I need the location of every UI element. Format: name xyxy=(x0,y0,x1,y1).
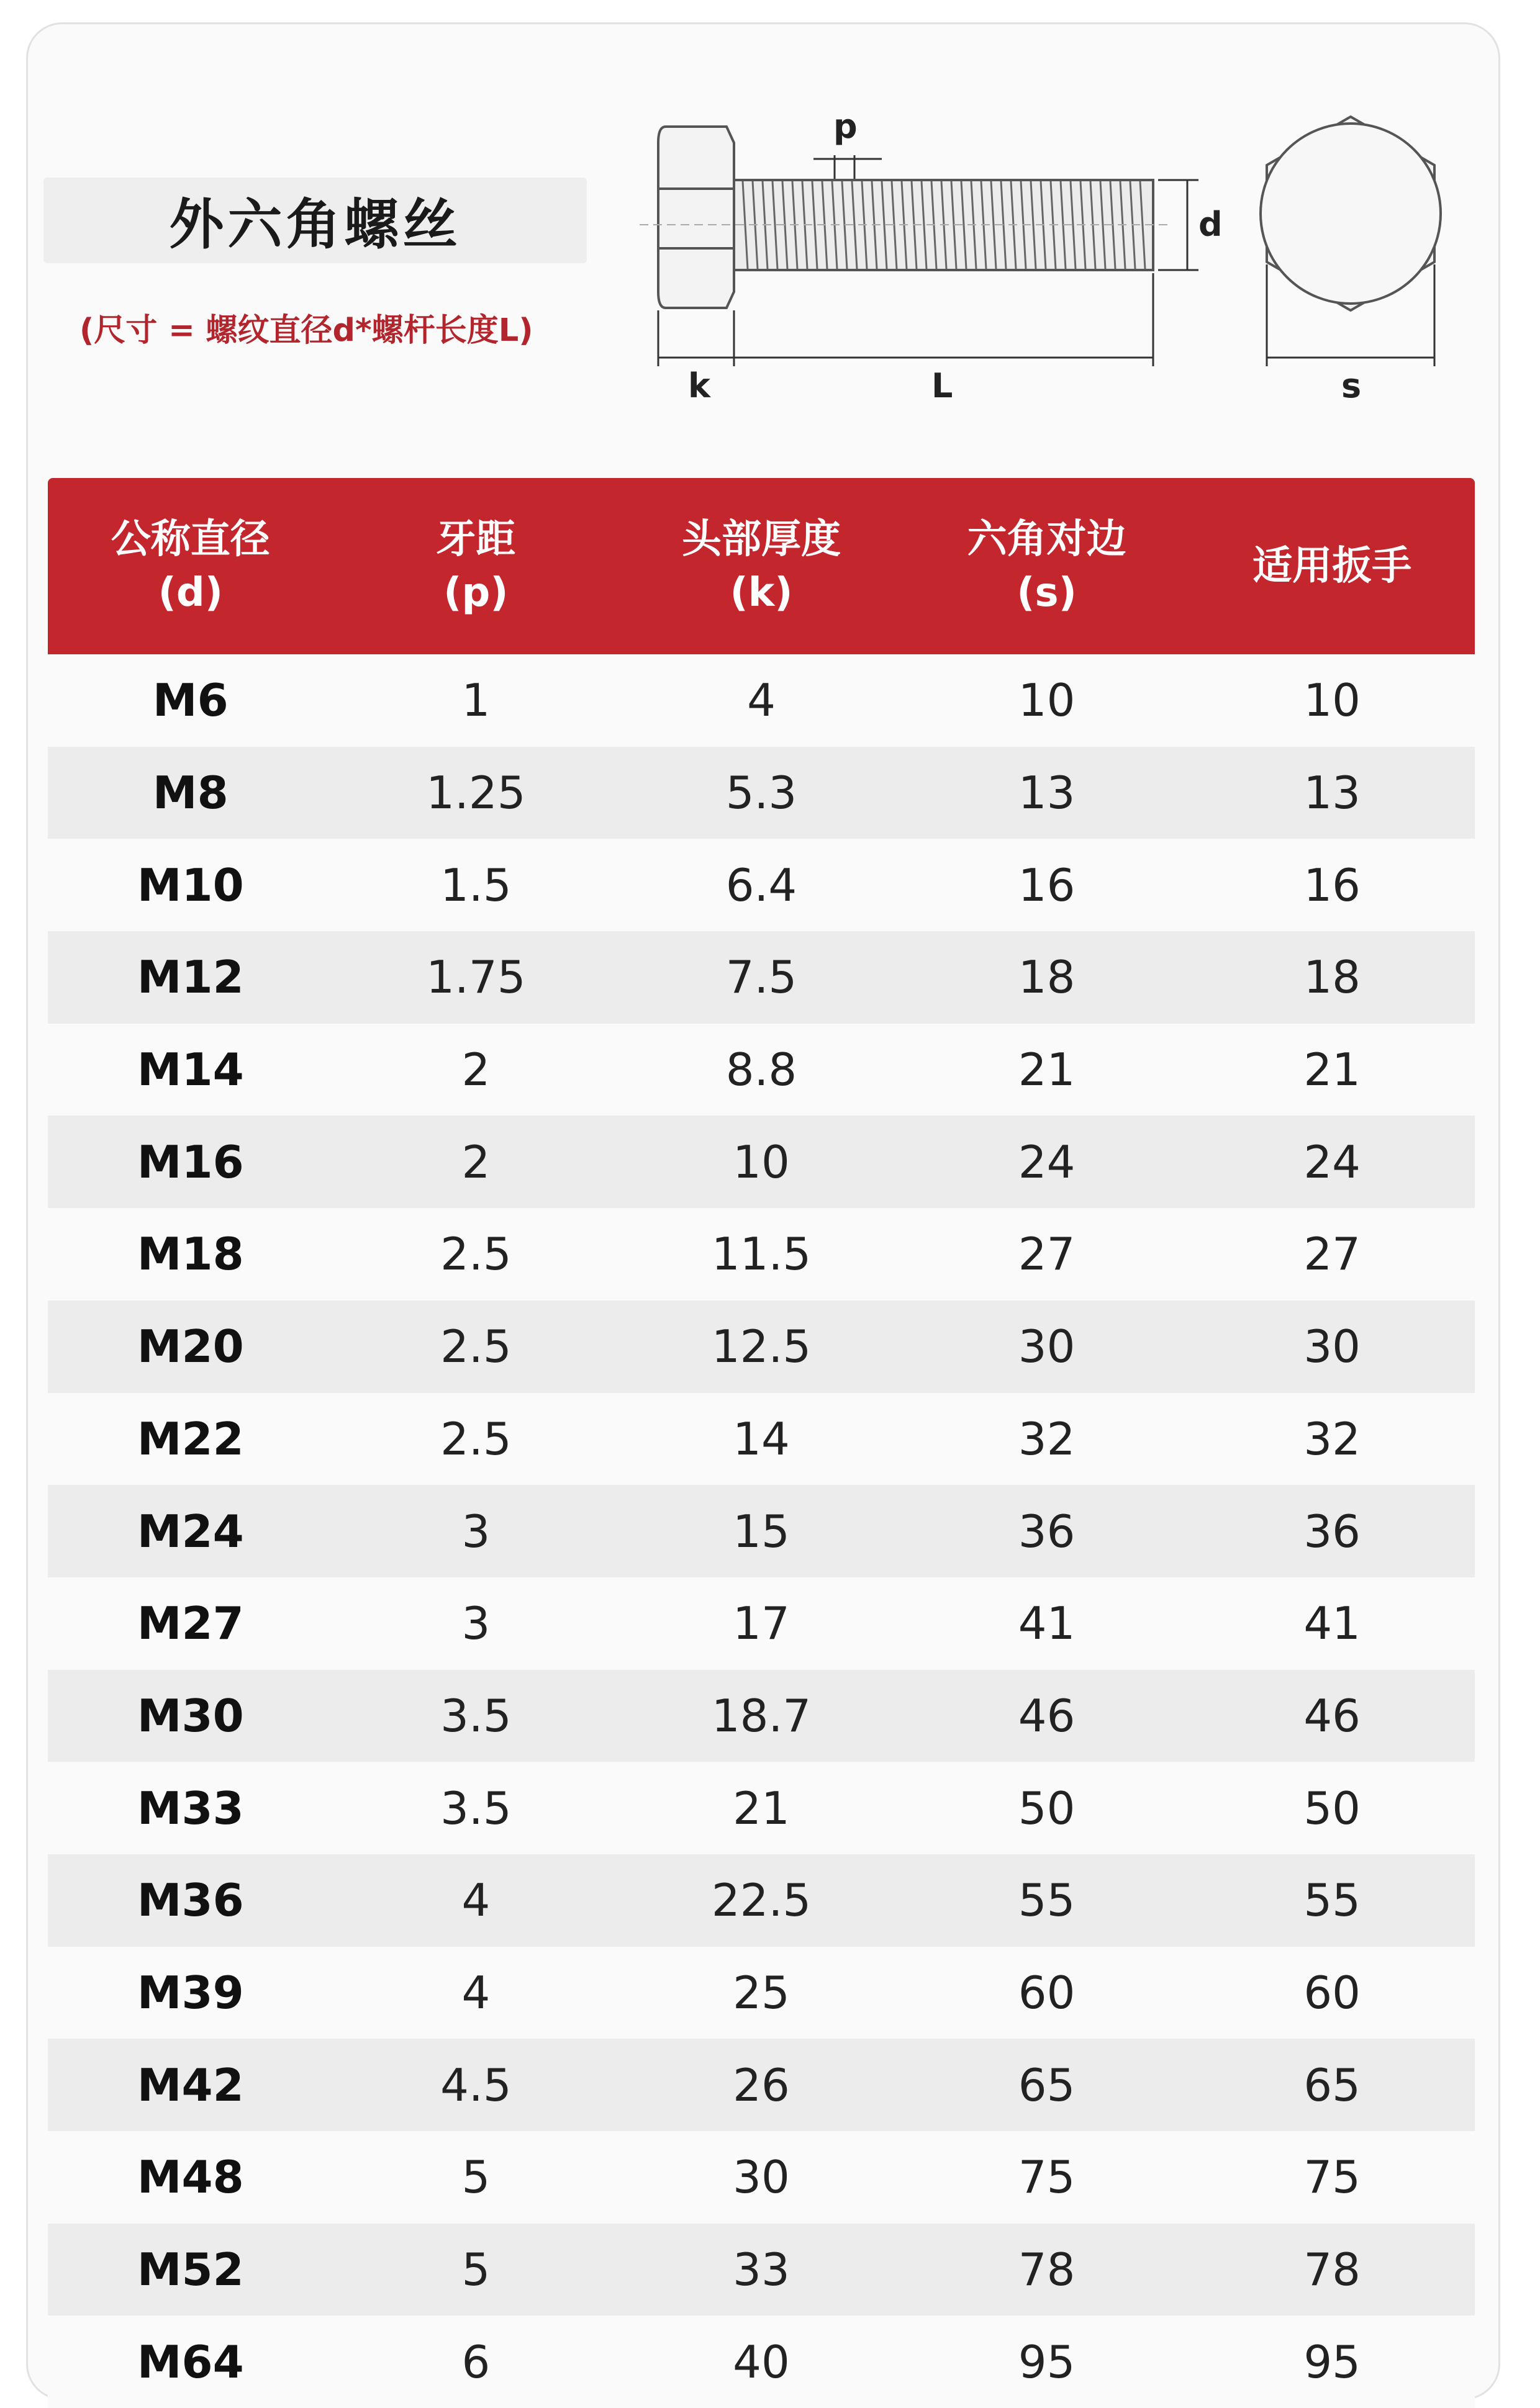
table-cell: 95 xyxy=(1018,2335,1076,2388)
page-title: 外六角螺丝 xyxy=(169,192,461,256)
across-flats-label: s xyxy=(1341,366,1362,405)
table-row xyxy=(48,1116,1475,1208)
spec-table xyxy=(48,478,1475,2408)
column-header xyxy=(904,478,1190,654)
column-header-symbol: (k) xyxy=(730,570,793,616)
pitch-label: p xyxy=(833,107,858,146)
column-header-symbol: (s) xyxy=(1017,570,1077,616)
table-cell: 46 xyxy=(1303,1689,1361,1742)
table-cell: 10 xyxy=(1303,674,1361,727)
table-row xyxy=(48,1301,1475,1393)
table-cell: 21 xyxy=(733,1782,790,1834)
table-cell: M36 xyxy=(137,1874,244,1927)
table-cell: M48 xyxy=(137,2151,244,2204)
table-cell: 4 xyxy=(461,1966,491,2019)
table-cell: 40 xyxy=(733,2335,790,2388)
table-row xyxy=(48,839,1475,931)
table-cell: 60 xyxy=(1018,1966,1076,2019)
table-cell: 18 xyxy=(1018,951,1076,1004)
table-cell: 7.5 xyxy=(725,951,797,1004)
table-cell: 78 xyxy=(1303,2243,1361,2296)
table-cell: 3 xyxy=(461,1597,491,1650)
table-cell: 95 xyxy=(1303,2335,1361,2388)
table-cell: M39 xyxy=(137,1966,244,2019)
table-cell: 4 xyxy=(747,674,776,727)
table-cell: 13 xyxy=(1303,767,1361,819)
table-cell: 1.25 xyxy=(426,767,526,819)
table-cell: M24 xyxy=(137,1505,244,1558)
table-cell: M6 xyxy=(152,674,229,727)
table-cell: 27 xyxy=(1018,1228,1076,1281)
table-cell: M20 xyxy=(137,1320,244,1373)
table-row xyxy=(48,1947,1475,2039)
table-cell: 36 xyxy=(1018,1505,1076,1558)
table-cell: 24 xyxy=(1018,1135,1076,1188)
table-cell: M16 xyxy=(137,1135,244,1188)
table-cell: 1 xyxy=(461,674,491,727)
table-cell: M14 xyxy=(137,1044,244,1096)
bolt-diagram xyxy=(633,106,1503,416)
table-cell: M22 xyxy=(137,1412,244,1465)
table-cell: 18 xyxy=(1303,951,1361,1004)
table-row xyxy=(48,1670,1475,1762)
table-cell: 36 xyxy=(1303,1505,1361,1558)
table-cell: 30 xyxy=(1303,1320,1361,1373)
table-row xyxy=(48,1393,1475,1486)
table-cell: M18 xyxy=(137,1228,244,1281)
table-cell: 65 xyxy=(1018,2059,1076,2111)
table-cell: 3.5 xyxy=(440,1689,512,1742)
table-cell: 5 xyxy=(461,2243,491,2296)
table-cell: 6 xyxy=(461,2335,491,2388)
length-label: L xyxy=(931,366,953,405)
table-cell: 65 xyxy=(1303,2059,1361,2111)
table-cell: 8.8 xyxy=(725,1044,797,1096)
column-header xyxy=(618,478,904,654)
table-cell: 4.5 xyxy=(440,2059,512,2111)
title-box xyxy=(43,178,587,263)
table-cell: 30 xyxy=(733,2151,790,2204)
table-cell: 6.4 xyxy=(725,859,797,911)
table-cell: M52 xyxy=(137,2243,244,2296)
table-cell: M33 xyxy=(137,1782,244,1834)
table-cell: 26 xyxy=(733,2059,790,2111)
column-header-label: 公称直径 xyxy=(111,516,270,562)
table-cell: M12 xyxy=(137,951,244,1004)
table-row xyxy=(48,1485,1475,1577)
table-body xyxy=(48,654,1475,2408)
table-row xyxy=(48,1854,1475,1947)
table-cell: 2.5 xyxy=(440,1320,512,1373)
table-cell: 3 xyxy=(461,1505,491,1558)
table-cell: 16 xyxy=(1303,859,1361,911)
table-cell: 2 xyxy=(461,1044,491,1096)
table-cell: 75 xyxy=(1018,2151,1076,2204)
table-cell: 30 xyxy=(1018,1320,1076,1373)
table-cell: 13 xyxy=(1018,767,1076,819)
table-cell: 27 xyxy=(1303,1228,1361,1281)
size-formula-note: (尺寸 = 螺纹直径d*螺杆长度L) xyxy=(79,312,533,349)
table-cell: 41 xyxy=(1303,1597,1361,1650)
table-cell: M27 xyxy=(137,1597,244,1650)
table-cell: 5 xyxy=(461,2151,491,2204)
table-cell: 25 xyxy=(733,1966,790,2019)
table-header xyxy=(48,478,1475,654)
column-header-label: 六角对边 xyxy=(967,516,1126,562)
table-cell: M8 xyxy=(152,767,229,819)
table-cell: 1.75 xyxy=(426,951,526,1004)
table-cell: 17 xyxy=(733,1597,790,1650)
table-cell: 12.5 xyxy=(711,1320,812,1373)
table-cell: M10 xyxy=(137,859,244,911)
table-cell: 10 xyxy=(1018,674,1076,727)
table-cell: 60 xyxy=(1303,1966,1361,2019)
table-cell: 18.7 xyxy=(711,1689,812,1742)
table-cell: 50 xyxy=(1018,1782,1076,1834)
table-cell: 16 xyxy=(1018,859,1076,911)
table-row xyxy=(48,654,1475,747)
table-cell: 5.3 xyxy=(725,767,797,819)
table-cell: 32 xyxy=(1018,1412,1076,1465)
table-cell: 10 xyxy=(733,1135,790,1188)
table-cell: 2.5 xyxy=(440,1228,512,1281)
table-row xyxy=(48,2131,1475,2224)
table-cell: M42 xyxy=(137,2059,244,2111)
table-cell: 32 xyxy=(1303,1412,1361,1465)
head-thickness-label: k xyxy=(688,366,710,405)
table-cell: 2 xyxy=(461,1135,491,1188)
column-header-label: 适用扳手 xyxy=(1252,543,1412,589)
table-row xyxy=(48,931,1475,1024)
table-cell: 4 xyxy=(461,1874,491,1927)
table-row xyxy=(48,1762,1475,1854)
column-header xyxy=(1189,478,1475,654)
table-cell: 75 xyxy=(1303,2151,1361,2204)
table-cell: 55 xyxy=(1303,1874,1361,1927)
table-row xyxy=(48,2316,1475,2408)
table-row xyxy=(48,2224,1475,2316)
table-cell: 14 xyxy=(733,1412,790,1465)
table-cell: 21 xyxy=(1018,1044,1076,1096)
column-header xyxy=(333,478,619,654)
table-cell: 22.5 xyxy=(711,1874,812,1927)
table-cell: 50 xyxy=(1303,1782,1361,1834)
table-cell: 41 xyxy=(1018,1597,1076,1650)
table-cell: 46 xyxy=(1018,1689,1076,1742)
table-row xyxy=(48,2039,1475,2131)
table-cell: 3.5 xyxy=(440,1782,512,1834)
table-row xyxy=(48,1024,1475,1116)
column-header-symbol: (d) xyxy=(158,570,223,616)
table-cell: 15 xyxy=(733,1505,790,1558)
column-header xyxy=(48,478,333,654)
table-cell: 2.5 xyxy=(440,1412,512,1465)
column-header-symbol: (p) xyxy=(443,570,509,616)
table-cell: 1.5 xyxy=(440,859,512,911)
table-cell: M64 xyxy=(137,2335,244,2388)
table-cell: 78 xyxy=(1018,2243,1076,2296)
table-cell: 11.5 xyxy=(711,1228,812,1281)
column-header-label: 头部厚度 xyxy=(681,516,841,562)
table-cell: 21 xyxy=(1303,1044,1361,1096)
table-row xyxy=(48,1577,1475,1670)
table-row xyxy=(48,1208,1475,1301)
table-cell: M30 xyxy=(137,1689,244,1742)
table-cell: 33 xyxy=(733,2243,790,2296)
table-cell: 24 xyxy=(1303,1135,1361,1188)
diameter-label: d xyxy=(1198,205,1223,244)
table-row xyxy=(48,747,1475,839)
table-cell: 55 xyxy=(1018,1874,1076,1927)
column-header-label: 牙距 xyxy=(436,516,516,562)
